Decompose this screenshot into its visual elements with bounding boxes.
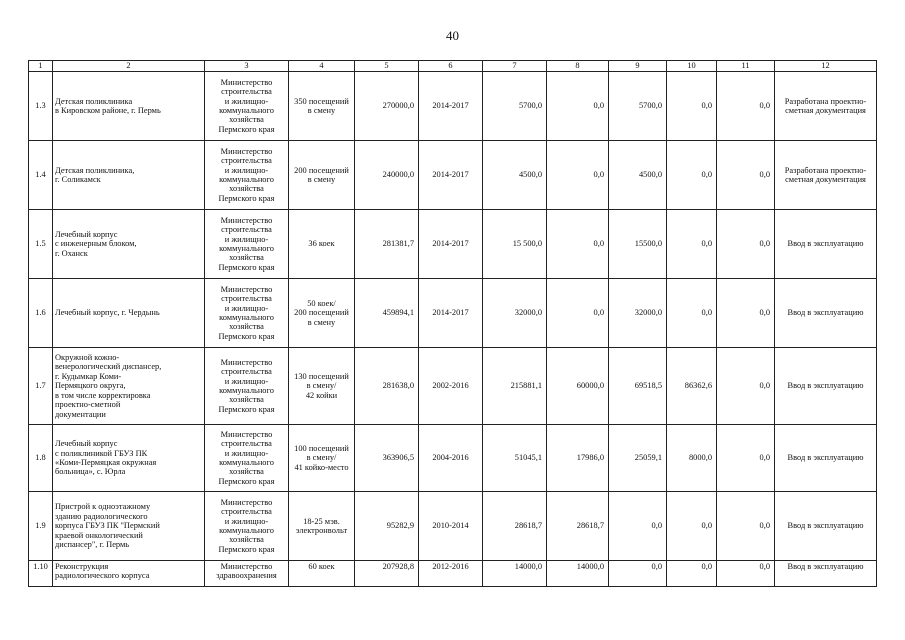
capacity: 200 посещений в смену (289, 141, 355, 210)
table-row (29, 141, 877, 210)
estimated-cost: 240000,0 (355, 141, 419, 210)
customer: Министерство строительства и жилищно- коммунального хозяйства Пермского края (205, 210, 289, 279)
table-row (29, 561, 877, 587)
object-name: Пристрой к одноэтажному зданию радиологического корпуса ГБУЗ ПК "Пермский краевой онкологический диспансер", г. Пермь (53, 492, 205, 561)
funding-year-2: 0,0 (609, 561, 667, 587)
funding-year-4: 0,0 (717, 425, 775, 492)
funding-total: 215881,1 (483, 348, 547, 425)
estimated-cost: 459894,1 (355, 279, 419, 348)
object-name: Лечебный корпус с инженерным блоком, г. Оханск (53, 210, 205, 279)
object-name: Окружной кожно- венерологический диспансер, г. Кудымкар Коми- Пермяцкого округа, в том числе корректировка проектно-сметной документации (53, 348, 205, 425)
object-name: Детская поликлиника, г. Соликамск (53, 141, 205, 210)
row-number: 1.6 (29, 279, 53, 348)
funding-year-4: 0,0 (717, 141, 775, 210)
funding-year-2: 32000,0 (609, 279, 667, 348)
column-header: 11 (717, 61, 775, 72)
funding-year-4: 0,0 (717, 492, 775, 561)
row-number: 1.10 (29, 561, 53, 587)
funding-year-1: 0,0 (547, 279, 609, 348)
row-number: 1.7 (29, 348, 53, 425)
funding-year-1: 28618,7 (547, 492, 609, 561)
row-number: 1.9 (29, 492, 53, 561)
column-header: 4 (289, 61, 355, 72)
capacity: 36 коек (289, 210, 355, 279)
expected-result: Разработана проектно- сметная документация (775, 141, 877, 210)
object-name: Детская поликлиника в Кировском районе, г. Пермь (53, 72, 205, 141)
funding-year-3: 0,0 (667, 492, 717, 561)
customer: Министерство строительства и жилищно- коммунального хозяйства Пермского края (205, 72, 289, 141)
funding-year-4: 0,0 (717, 279, 775, 348)
row-number: 1.5 (29, 210, 53, 279)
table-row (29, 492, 877, 561)
capacity: 130 посещений в смену/ 42 койки (289, 348, 355, 425)
expected-result: Ввод в эксплуатацию (775, 425, 877, 492)
customer: Министерство строительства и жилищно- коммунального хозяйства Пермского края (205, 348, 289, 425)
funding-year-2: 0,0 (609, 492, 667, 561)
funding-year-4: 0,0 (717, 72, 775, 141)
period: 2014-2017 (419, 210, 483, 279)
customer: Министерство строительства и жилищно- коммунального хозяйства Пермского края (205, 492, 289, 561)
funding-year-3: 0,0 (667, 141, 717, 210)
table-row (29, 279, 877, 348)
customer: Министерство здравоохранения (205, 561, 289, 587)
customer: Министерство строительства и жилищно- коммунального хозяйства Пермского края (205, 425, 289, 492)
funding-year-2: 15500,0 (609, 210, 667, 279)
estimated-cost: 95282,9 (355, 492, 419, 561)
column-header: 3 (205, 61, 289, 72)
funding-total: 15 500,0 (483, 210, 547, 279)
period: 2014-2017 (419, 72, 483, 141)
estimated-cost: 281381,7 (355, 210, 419, 279)
funding-year-1: 0,0 (547, 72, 609, 141)
table-row (29, 348, 877, 425)
column-header: 7 (483, 61, 547, 72)
table-row (29, 72, 877, 141)
funding-total: 28618,7 (483, 492, 547, 561)
funding-total: 51045,1 (483, 425, 547, 492)
table-row (29, 210, 877, 279)
investment-table (28, 60, 877, 587)
column-header: 9 (609, 61, 667, 72)
row-number: 1.3 (29, 72, 53, 141)
capacity: 100 посещений в смену/ 41 койко-место (289, 425, 355, 492)
capacity: 60 коек (289, 561, 355, 587)
estimated-cost: 363906,5 (355, 425, 419, 492)
object-name: Лечебный корпус с поликлиникой ГБУЗ ПК «Коми-Пермяцкая окружная больница», с. Юрла (53, 425, 205, 492)
funding-total: 32000,0 (483, 279, 547, 348)
header-row (29, 61, 877, 72)
estimated-cost: 270000,0 (355, 72, 419, 141)
customer: Министерство строительства и жилищно- коммунального хозяйства Пермского края (205, 279, 289, 348)
expected-result: Разработана проектно- сметная документация (775, 72, 877, 141)
funding-year-1: 60000,0 (547, 348, 609, 425)
estimated-cost: 207928,8 (355, 561, 419, 587)
column-header: 6 (419, 61, 483, 72)
period: 2014-2017 (419, 141, 483, 210)
expected-result: Ввод в эксплуатацию (775, 210, 877, 279)
period: 2010-2014 (419, 492, 483, 561)
funding-year-4: 0,0 (717, 561, 775, 587)
funding-year-4: 0,0 (717, 348, 775, 425)
funding-year-2: 4500,0 (609, 141, 667, 210)
capacity: 18-25 мэв. электронвольт (289, 492, 355, 561)
funding-year-3: 0,0 (667, 72, 717, 141)
column-header: 8 (547, 61, 609, 72)
period: 2002-2016 (419, 348, 483, 425)
expected-result: Ввод в эксплуатацию (775, 279, 877, 348)
object-name: Реконструкция радиологического корпуса (53, 561, 205, 587)
capacity: 350 посещений в смену (289, 72, 355, 141)
column-header: 2 (53, 61, 205, 72)
funding-year-1: 0,0 (547, 141, 609, 210)
funding-year-3: 0,0 (667, 561, 717, 587)
funding-year-2: 25059,1 (609, 425, 667, 492)
row-number: 1.4 (29, 141, 53, 210)
period: 2004-2016 (419, 425, 483, 492)
column-header: 1 (29, 61, 53, 72)
expected-result: Ввод в эксплуатацию (775, 492, 877, 561)
funding-total: 4500,0 (483, 141, 547, 210)
period: 2012-2016 (419, 561, 483, 587)
funding-year-2: 69518,5 (609, 348, 667, 425)
funding-total: 14000,0 (483, 561, 547, 587)
funding-year-3: 86362,6 (667, 348, 717, 425)
page-number: 40 (446, 28, 459, 43)
funding-year-1: 14000,0 (547, 561, 609, 587)
column-header: 10 (667, 61, 717, 72)
funding-year-4: 0,0 (717, 210, 775, 279)
column-header: 12 (775, 61, 877, 72)
funding-year-1: 0,0 (547, 210, 609, 279)
funding-year-3: 0,0 (667, 210, 717, 279)
period: 2014-2017 (419, 279, 483, 348)
column-header: 5 (355, 61, 419, 72)
table-row (29, 425, 877, 492)
customer: Министерство строительства и жилищно- коммунального хозяйства Пермского края (205, 141, 289, 210)
funding-year-3: 0,0 (667, 279, 717, 348)
funding-year-1: 17986,0 (547, 425, 609, 492)
funding-year-2: 5700,0 (609, 72, 667, 141)
row-number: 1.8 (29, 425, 53, 492)
expected-result: Ввод в эксплуатацию (775, 348, 877, 425)
estimated-cost: 281638,0 (355, 348, 419, 425)
object-name: Лечебный корпус, г. Чердынь (53, 279, 205, 348)
expected-result: Ввод в эксплуатацию (775, 561, 877, 587)
capacity: 50 коек/ 200 посещений в смену (289, 279, 355, 348)
funding-total: 5700,0 (483, 72, 547, 141)
funding-year-3: 8000,0 (667, 425, 717, 492)
